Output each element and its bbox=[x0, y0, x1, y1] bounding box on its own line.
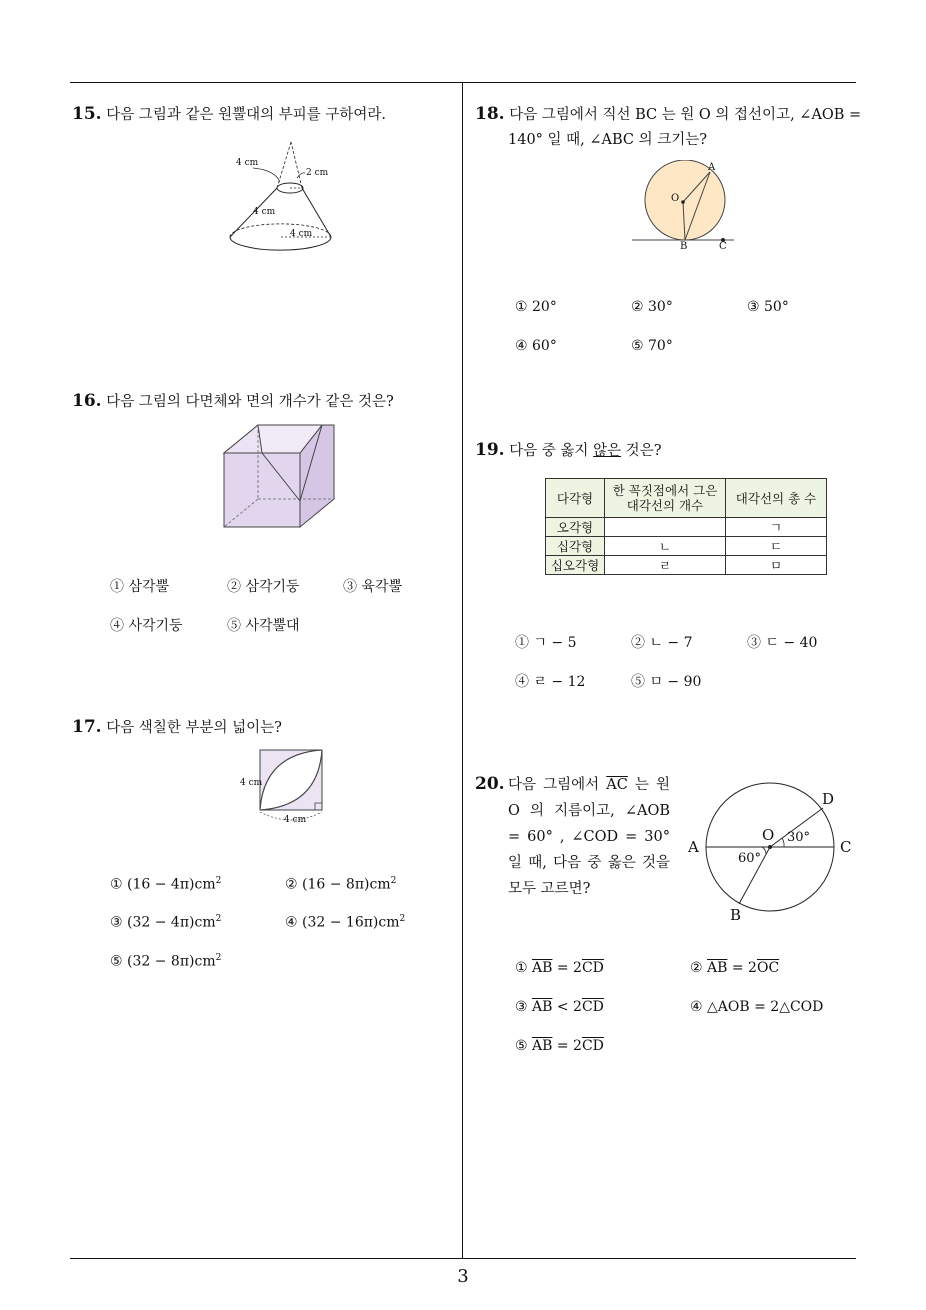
question-20-text: 다음 그림에서 $\overline{AC}$ 는 원 O 의 지름이고, ∠AOB = 60° , ∠COD = 30° 일 때, 다음 중 옳은 것을 모두 고르면? bbox=[508, 777, 671, 897]
q16-option-4[interactable]: ④ 사각기둥 bbox=[110, 618, 183, 634]
frustum-small-radius-label: 2 cm bbox=[306, 168, 329, 178]
question-text-underlined: 않은 bbox=[593, 443, 622, 459]
bottom-rule bbox=[70, 1258, 856, 1259]
q18-option-4[interactable]: ④ 60° bbox=[515, 338, 557, 354]
q16-option-2[interactable]: ② 삼각기둥 bbox=[227, 579, 300, 595]
q17-option-2[interactable]: ② $(16 - 8\pi)cm^2$ bbox=[285, 876, 397, 893]
q16-option-3[interactable]: ③ 육각뿔 bbox=[343, 579, 403, 595]
question-20-number: 20. bbox=[475, 774, 505, 794]
q18-option-3[interactable]: ③ 50° bbox=[747, 299, 789, 315]
question-text: 다음 색칠한 부분의 넓이는? bbox=[106, 720, 282, 736]
q19-option-1[interactable]: ① ㄱ − 5 bbox=[515, 635, 577, 651]
q18-option-1[interactable]: ① 20° bbox=[515, 299, 557, 315]
q19-option-4[interactable]: ④ ㄹ − 12 bbox=[515, 674, 586, 690]
frustum-big-radius-label: 4 cm bbox=[290, 229, 313, 239]
q20-option-3[interactable]: ③ $\overline{AB} < 2\overline{CD}$ bbox=[515, 999, 604, 1015]
question-number: 18. bbox=[475, 104, 505, 124]
polygon-diagonal-table bbox=[545, 478, 827, 575]
q16-option-1[interactable]: ① 삼각뿔 bbox=[110, 579, 170, 595]
question-text: 다음 그림의 다면체와 면의 개수가 같은 것은? bbox=[106, 394, 394, 410]
q20-option-5[interactable]: ⑤ $\overline{AB} = 2\overline{CD}$ bbox=[515, 1038, 604, 1054]
q17-option-5[interactable]: ⑤ $(32 - 8\pi)cm^2$ bbox=[110, 953, 222, 970]
frustum-slant-label: 4 cm bbox=[253, 207, 276, 217]
q20-option-1[interactable]: ① $\overline{AB} = 2\overline{CD}$ bbox=[515, 960, 604, 976]
question-text-post: 것은? bbox=[621, 443, 662, 459]
polyhedron-figure bbox=[222, 423, 338, 529]
q19-option-3[interactable]: ③ ㄷ − 40 bbox=[747, 635, 818, 651]
question-text-pre: 다음 중 옳지 bbox=[509, 443, 594, 459]
question-18 bbox=[475, 102, 861, 127]
point-c-label: C bbox=[840, 838, 852, 856]
question-text: 다음 그림과 같은 원뿔대의 부피를 구하여라. bbox=[106, 107, 386, 123]
table-row: 십각형 ㄴ ㄷ bbox=[546, 537, 827, 556]
table-header-total-diagonals: 대각선의 총 수 bbox=[726, 479, 827, 518]
question-19 bbox=[475, 438, 661, 463]
point-b-label: B bbox=[680, 241, 688, 252]
question-number: 16. bbox=[72, 391, 102, 411]
angle-cod-label: 30° bbox=[787, 830, 811, 845]
q16-option-5[interactable]: ⑤ 사각뿔대 bbox=[227, 618, 300, 634]
question-text-line1: 다음 그림에서 직선 BC 는 원 O 의 접선이고, ∠AOB = bbox=[509, 107, 862, 123]
table-header-polygon: 다각형 bbox=[546, 479, 605, 518]
top-rule bbox=[70, 82, 856, 83]
question-number: 15. bbox=[72, 104, 102, 124]
question-18-line2: 140° 일 때, ∠ABC 의 크기는? bbox=[508, 132, 708, 148]
q17-option-1[interactable]: ① $(16 - 4\pi)cm^2$ bbox=[110, 876, 222, 893]
q20-option-2[interactable]: ② $\overline{AB} = 2\overline{OC}$ bbox=[690, 960, 780, 976]
point-c-label: C bbox=[719, 241, 727, 252]
angle-aob-label: 60° bbox=[738, 851, 762, 866]
point-a-label: A bbox=[708, 162, 716, 173]
point-b-label: B bbox=[730, 906, 742, 924]
table-row: 오각형 ㄱ bbox=[546, 518, 827, 537]
q20-option-4[interactable]: ④ △AOB = 2△COD bbox=[690, 999, 824, 1015]
question-number: 17. bbox=[72, 717, 102, 737]
point-o-label: O bbox=[671, 193, 680, 204]
point-o-label: O bbox=[762, 826, 775, 844]
point-a-label: A bbox=[688, 838, 699, 856]
square-side-label: 4 cm bbox=[240, 778, 263, 788]
question-16 bbox=[72, 389, 394, 414]
q18-option-5[interactable]: ⑤ 70° bbox=[631, 338, 673, 354]
q17-option-4[interactable]: ④ $(32 - 16\pi)cm^2$ bbox=[285, 914, 406, 931]
q17-option-3[interactable]: ③ $(32 - 4\pi)cm^2$ bbox=[110, 914, 222, 931]
frustum-top-label: 4 cm bbox=[236, 158, 259, 168]
page-number: 3 bbox=[457, 1266, 469, 1287]
q19-option-2[interactable]: ② ㄴ − 7 bbox=[631, 635, 693, 651]
table-header-diagonals-one-vertex: 한 꼭짓점에서 그은 대각선의 개수 bbox=[605, 479, 726, 518]
square-bottom-label: 4 cm bbox=[284, 815, 307, 825]
question-number: 19. bbox=[475, 440, 505, 460]
question-15 bbox=[72, 102, 386, 127]
tangent-circle-figure bbox=[630, 160, 740, 250]
column-divider bbox=[462, 83, 463, 1259]
question-17 bbox=[72, 715, 282, 740]
table-row: 십오각형 ㄹ ㅁ bbox=[546, 556, 827, 575]
point-d-label: D bbox=[822, 790, 835, 808]
q19-option-5[interactable]: ⑤ ㅁ − 90 bbox=[631, 674, 702, 690]
q18-option-2[interactable]: ② 30° bbox=[631, 299, 673, 315]
